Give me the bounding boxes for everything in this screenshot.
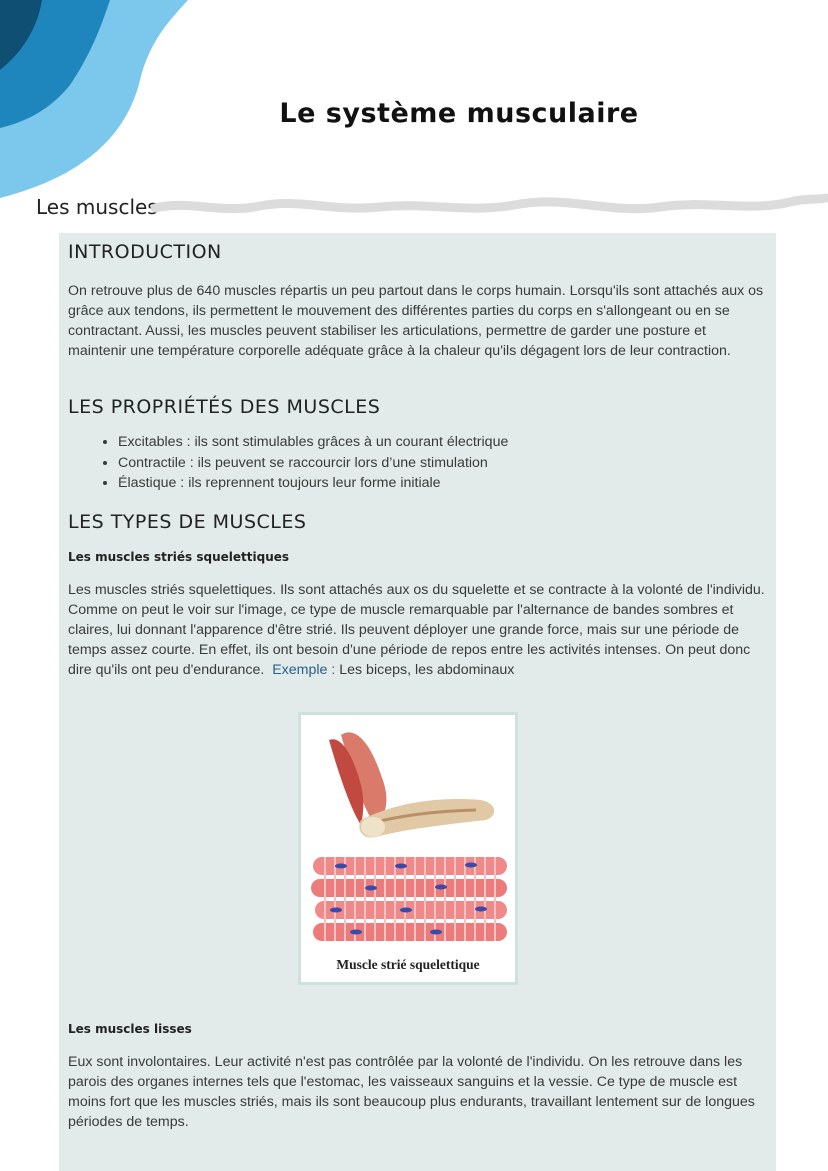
smooth-subheading: Les muscles lisses [68, 1022, 192, 1036]
brush-divider [150, 192, 828, 222]
intro-text: On retrouve plus de 640 muscles répartis un peu partout dans le corps humain. Lorsqu'ils sont attachés aux os grâce aux tendons, ils permettent le mouvement des différentes parties du corps en s'allongeant ou en se contractant. Aussi, les muscles peuvent stabiliser les articulations, permettre de garder une posture et maintenir une température corporelle adéquate grâce à la chaleur qu'ils dégagent lors de leur contraction. [68, 283, 764, 359]
smooth-text: Eux sont involontaires. Leur activité n'est pas contrôlée par la volonté de l'individu. On les retrouve dans les parois des organes internes tels que l'estomac, les vaisseaux sanguins et la vessie. Ce type de muscle est moins fort que les muscles striés, mais ils sont beaucoup plus endurants, travaillant lentement sur de longues périodes de temps. [68, 1054, 755, 1130]
list-item: • Élastique : ils reprennent toujours leur forme initiale [118, 473, 508, 494]
list-item: • Contractile : ils peuvent se raccourcir lors d’une stimulation [118, 453, 508, 474]
example-label: Exemple : [272, 662, 336, 678]
striated-subheading: Les muscles striés squelettiques [68, 550, 290, 564]
properties-list [68, 432, 508, 494]
section-title: Les muscles [36, 195, 158, 219]
properties-heading: LES PROPRIÉTÉS DES MUSCLES [68, 396, 381, 418]
striated-muscle-figure [298, 712, 518, 985]
figure-caption: Muscle strié squelettique [336, 957, 480, 972]
intro-heading: INTRODUCTION [68, 241, 222, 263]
example-text: Les biceps, les abdominaux [335, 662, 515, 678]
striated-text: Les muscles striés squelettiques. Ils sont attachés aux os du squelette et se contracte à la volonté de l'individu. Comme on peut le voir sur l'image, ce type de muscle remarquable par l'alternance de bandes sombres et claires, lui donnant l'apparence d'être strié. Ils peuvent déployer une grande force, mais sur une période de temps assez courte. En effet, ils ont besoin d'une période de repos entre les activités intenses. On peut donc dire qu'ils ont peu d'endurance. Exemple : Les biceps, les abdominaux [68, 582, 765, 678]
muscle-illustration [301, 715, 515, 955]
page-title: Le système musculaire [279, 98, 639, 129]
types-heading: LES TYPES DE MUSCLES [68, 511, 307, 533]
list-item: • Excitables : ils sont stimulables grâces à un courant électrique [118, 432, 508, 453]
